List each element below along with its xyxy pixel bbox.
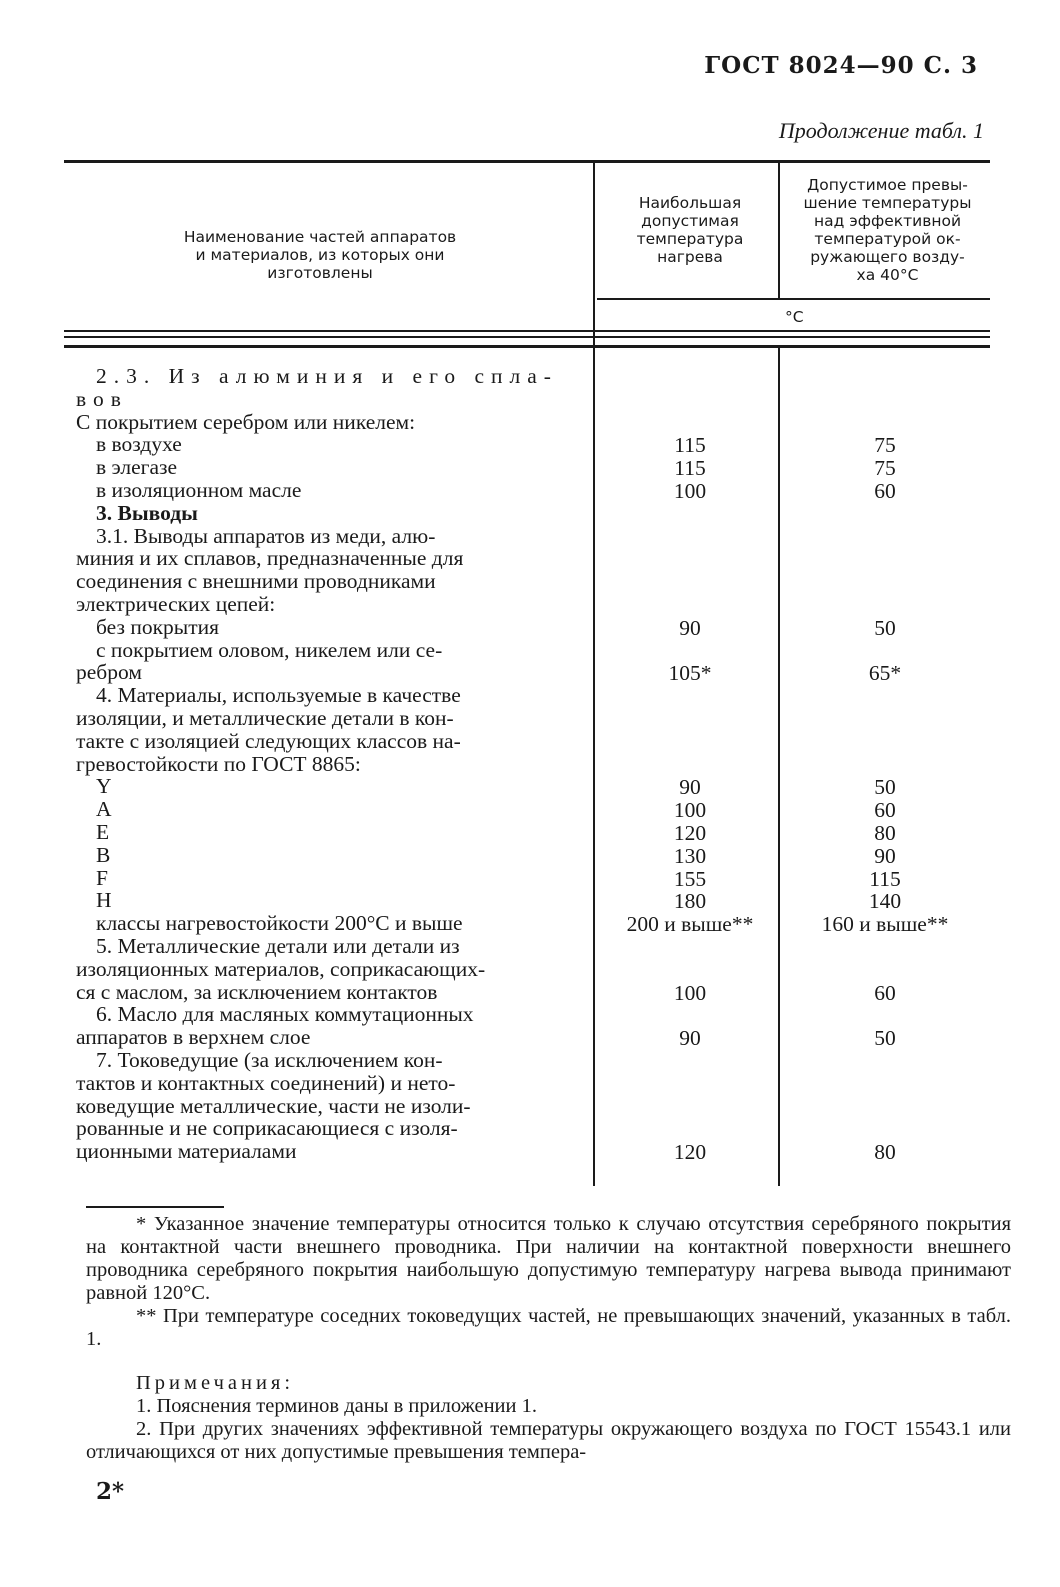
row-6-text: электрических цепей: (76, 592, 276, 616)
footnote-star1: * Указанное значение температуры относится только к случаю отсутствия серебряного покрытия на контактной части внешнего проводника. При наличии на контактной поверхности внешнего проводника серебряного покрытия наибольшую допустимую температуру нагрева вывода принимают равной 120°С. (86, 1213, 1011, 1304)
row-7-temp-rise: 50 (874, 615, 896, 640)
row-10-temp-rise: 50 (874, 775, 896, 800)
row-17-text: изоляционных материалов, соприкасающих- (76, 956, 486, 981)
row-11-max-temp: 100 (673, 798, 707, 823)
row-14-max-temp: 155 (673, 866, 707, 891)
notes-title: Примечания: (136, 1372, 295, 1394)
col1-header-line: и материалов, из которых они (195, 246, 445, 264)
row-9-text: изоляции, и металлические детали в кон- (76, 706, 454, 730)
row-3-max-temp: 115 (674, 456, 706, 481)
row-0-text: вов (76, 386, 128, 411)
row-8-max-temp: 105* (668, 661, 712, 686)
col3-header-line: Допустимое превы- (807, 176, 968, 194)
row-4-max-temp: 100 (673, 479, 707, 503)
row-11-text: A (96, 797, 112, 822)
row-4-text: в изоляционном масле (96, 478, 302, 502)
row-8-text: с покрытием оловом, никелем или се- (96, 637, 443, 662)
col2-header-line: температура (636, 230, 744, 248)
header-bottom-rule (64, 330, 990, 332)
row-18-text: 6. Масло для масляных коммутационных (96, 1002, 474, 1027)
row-16-text: классы нагревостойкости 200°С и выше (96, 911, 463, 936)
row-2-max-temp: 115 (674, 433, 706, 458)
row-18-temp-rise: 50 (874, 1026, 896, 1051)
row-5-text: 3. Выводы (96, 500, 198, 525)
row-14-text: F (96, 865, 108, 890)
row-12-text: E (96, 820, 110, 844)
footnote-star2: ** При температуре соседних токоведущих частей, не превышающих значений, указанных в табл. 1. (86, 1305, 1011, 1350)
row-0-text: 2.3. Из алюминия и его спла- (96, 364, 558, 388)
row-17-temp-rise: 60 (874, 980, 896, 1005)
row-13-text: B (96, 842, 111, 867)
row-13-temp-rise: 90 (874, 843, 896, 868)
row-17-text: 5. Металлические детали или детали из (96, 934, 460, 958)
col3-header-line: ха 40°С (856, 266, 919, 284)
row-19-temp-rise: 80 (874, 1140, 896, 1165)
row-17-text: ся с маслом, за исключением контактов (76, 979, 438, 1004)
col3-header-line: над эффективной (813, 212, 962, 230)
row-12-max-temp: 120 (673, 821, 707, 845)
col1-header-line: изготовлены (267, 264, 373, 282)
document-code: ГОСТ 8024—90 С. 3 (704, 52, 978, 79)
notes (86, 1372, 1011, 1464)
row-6-text: 3.1. Выводы аппаратов из меди, алю- (96, 523, 436, 548)
row-2-temp-rise: 75 (874, 433, 896, 458)
body-start-rule (64, 345, 990, 348)
row-15-temp-rise: 140 (868, 889, 902, 914)
row-18-text: аппаратов в верхнем слое (76, 1025, 311, 1050)
row-9-text: 4. Материалы, используемые в качестве (96, 683, 461, 708)
col2-header (600, 194, 780, 266)
col3-header-line: шение температуры (803, 194, 972, 212)
row-14-temp-rise: 115 (869, 866, 901, 891)
row-19-text: ционными материалами (76, 1139, 297, 1164)
row-15-max-temp: 180 (673, 889, 707, 914)
table-continuation-label: Продолжение табл. 1 (778, 118, 984, 143)
table-top-rule (64, 160, 990, 163)
row-4-temp-rise: 60 (874, 479, 896, 503)
note-1: 1. Пояснения терминов даны в приложении 1. (136, 1395, 537, 1417)
row-7-text: без покрытия (96, 614, 220, 639)
row-19-text: коведущие металлические, части не изоли- (76, 1093, 471, 1118)
col1-header (120, 228, 520, 282)
row-10-max-temp: 90 (679, 775, 701, 800)
row-7-max-temp: 90 (679, 615, 701, 640)
unit-rule (597, 298, 990, 300)
col2-header-line: нагрева (657, 248, 723, 266)
header-bottom-rule-2 (64, 336, 990, 338)
col2-header-line: допустимая (641, 212, 739, 230)
col1-header-line: Наименование частей аппаратов (183, 228, 457, 246)
row-16-max-temp: 200 и выше** (626, 912, 754, 937)
row-8-temp-rise: 65* (868, 661, 902, 686)
row-19-text: рованные и не соприкасающиеся с изоля- (76, 1116, 458, 1141)
row-17-max-temp: 100 (673, 980, 707, 1005)
row-19-text: 7. Токоведущие (за исключением кон- (96, 1048, 443, 1072)
col2-header-line: Наибольшая (638, 194, 742, 212)
row-8-text: ребром (76, 660, 142, 685)
row-15-text: H (96, 888, 112, 913)
row-10-text: Y (96, 774, 112, 799)
col3-header-line: ружающего возду- (810, 248, 965, 266)
col-divider-1 (593, 160, 595, 1186)
row-12-temp-rise: 80 (874, 821, 896, 845)
row-6-text: соединения с внешними проводниками (76, 569, 436, 594)
footnote-rule (86, 1206, 224, 1208)
col3-header (785, 176, 990, 284)
unit-label: °С (785, 308, 804, 326)
row-13-max-temp: 130 (673, 843, 707, 868)
row-18-max-temp: 90 (679, 1026, 701, 1051)
row-9-text: такте с изоляцией следующих классов на- (76, 728, 461, 753)
row-2-text: в воздухе (96, 432, 182, 457)
footnotes (86, 1213, 1011, 1351)
row-9-text: гревостойкости по ГОСТ 8865: (76, 751, 361, 776)
row-19-text: тактов и контактных соединений) и нето- (76, 1070, 456, 1095)
col3-header-line: температурой ок- (814, 230, 961, 248)
row-19-max-temp: 120 (673, 1140, 707, 1165)
row-3-text: в элегазе (96, 455, 178, 480)
note-2: 2. При других значениях эффективной температуры окружающего воздуха по ГОСТ 15543.1 или отличающихся от них допустимые превышения темпера- (86, 1418, 1011, 1463)
row-1-text: С покрытием серебром или никелем: (76, 409, 416, 434)
row-16-temp-rise: 160 и выше** (821, 912, 949, 937)
row-11-temp-rise: 60 (874, 798, 896, 823)
page-mark: 2* (96, 1478, 125, 1505)
row-3-temp-rise: 75 (874, 456, 896, 481)
row-6-text: миния и их сплавов, предназначенные для (76, 546, 464, 571)
